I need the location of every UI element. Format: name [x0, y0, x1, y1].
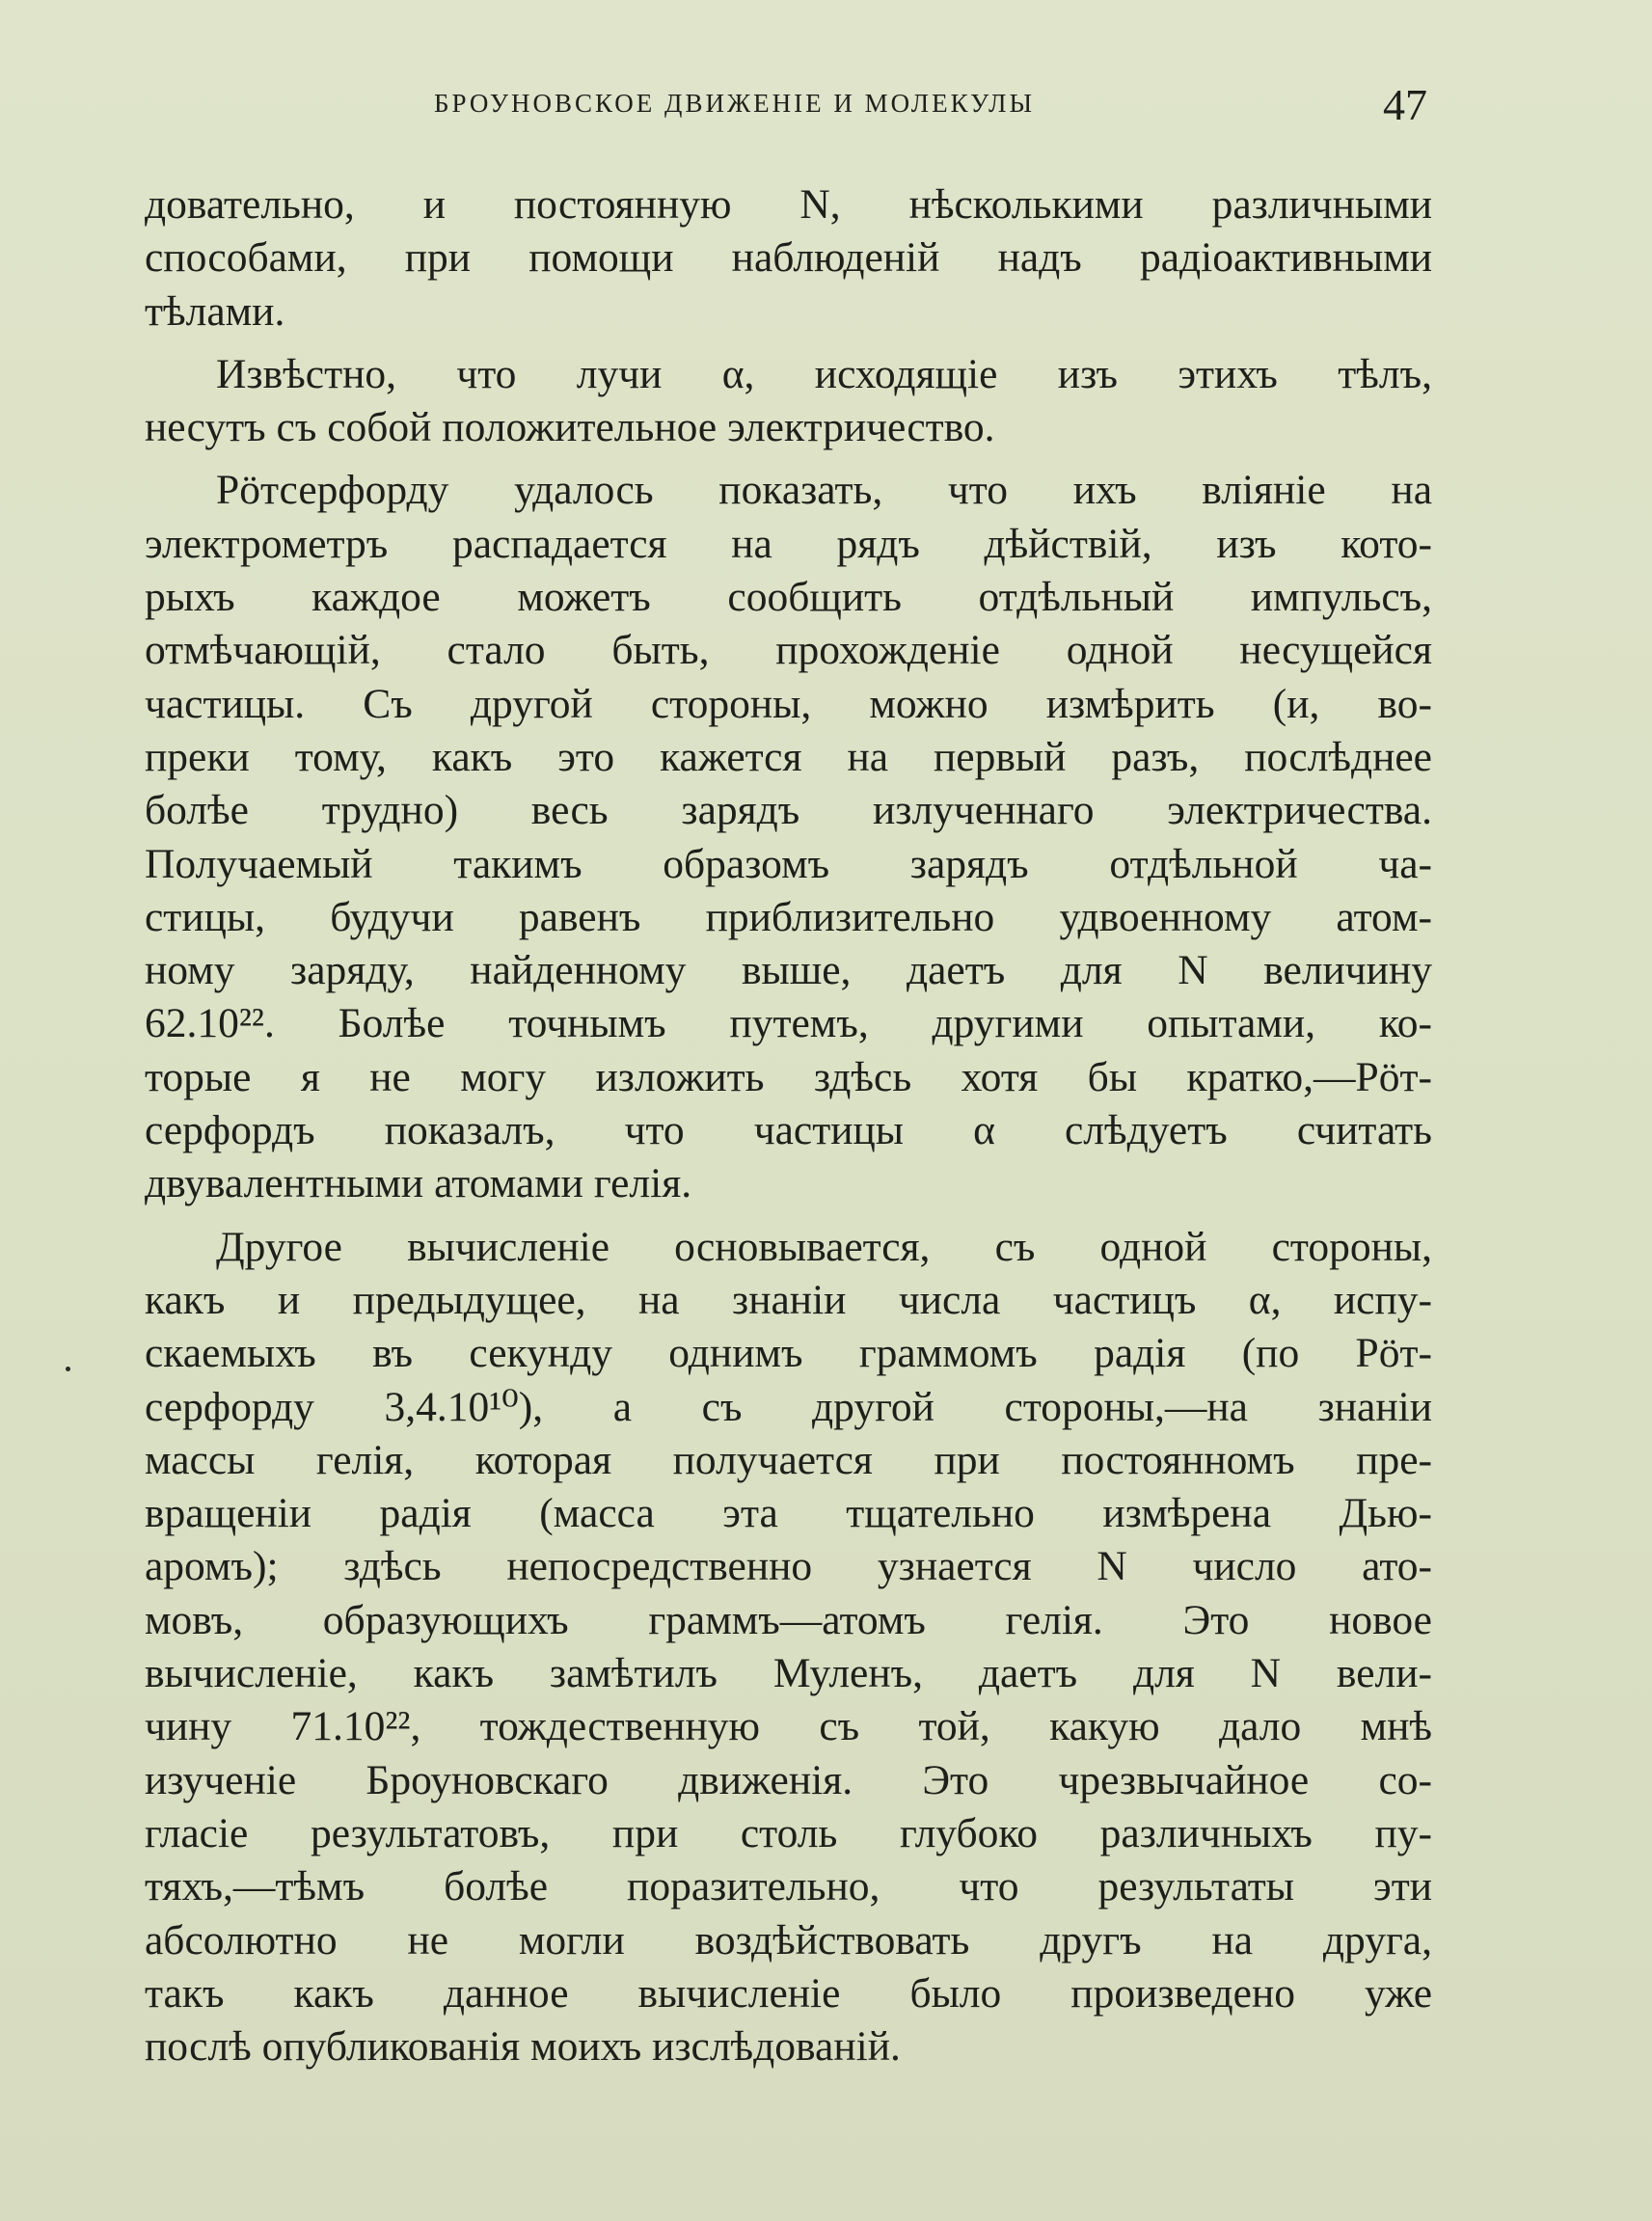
ink-speck — [66, 1367, 70, 1371]
text-line: несутъ съ собой положительное электричество. — [145, 404, 995, 451]
text-line: Другое вычисленіе основывается, съ одной стороны, — [216, 1223, 1432, 1270]
text-line: такъ какъ данное вычисленіе было произведено уже — [145, 1969, 1432, 2017]
text-line: частицы. Съ другой стороны, можно измѣрить (и, во- — [145, 680, 1432, 727]
text-line: послѣ опубликованія моихъ изслѣдованій. — [145, 2023, 901, 2071]
paragraph-4 — [145, 1221, 1432, 2074]
text-line: вращеніи радія (масса эта тщательно измѣрена Дью- — [145, 1490, 1432, 1537]
body-text — [145, 178, 1432, 2073]
text-line: отмѣчающій, стало быть, прохожденіе одной несущейся — [145, 627, 1432, 674]
text-line: вычисленіе, какъ замѣтилъ Муленъ, даетъ для N вели- — [145, 1650, 1432, 1697]
text-line: мовъ, образующихъ граммъ—атомъ гелія. Это новое — [145, 1596, 1432, 1643]
text-line: рыхъ каждое можетъ сообщить отдѣльный импульсъ, — [145, 574, 1432, 621]
text-line: Получаемый такимъ образомъ зарядъ отдѣльной ча- — [145, 840, 1432, 887]
text-line: Извѣстно, что лучи α, исходящіе изъ этихъ тѣлъ, — [216, 350, 1432, 397]
page-header — [145, 79, 1437, 137]
text-line: изученіе Броуновскаго движенія. Это чрезвычайное со- — [145, 1756, 1432, 1803]
paragraph-1 — [145, 178, 1432, 339]
text-line: довательно, и постоянную N, нѣсколькими различными — [145, 181, 1432, 228]
paragraph-3 — [145, 464, 1432, 1210]
text-line: чину 71.10²², тождественную съ той, какую дало мнѣ — [145, 1703, 1432, 1750]
text-line: скаемыхъ въ секунду однимъ граммомъ радія (по Рӧт- — [145, 1330, 1432, 1377]
text-line: преки тому, какъ это кажется на первый разъ, послѣднее — [145, 733, 1432, 780]
text-line: ному заряду, найденному выше, даетъ для N величину — [145, 947, 1432, 994]
text-line: торые я не могу изложить здѣсь хотя бы кратко,—Рӧт- — [145, 1053, 1432, 1100]
paragraph-2 — [145, 348, 1432, 455]
text-line: тѣлами. — [145, 287, 285, 335]
text-line: электрометръ распадается на рядъ дѣйствій, изъ кото- — [145, 520, 1432, 567]
text-line: гласіе результатовъ, при столь глубоко различныхъ пу- — [145, 1809, 1432, 1856]
text-line: двувалентными атомами гелія. — [145, 1160, 692, 1207]
text-line: серфорду 3,4.10¹⁰), а съ другой стороны,—на знаніи — [145, 1383, 1432, 1430]
text-line: способами, при помощи наблюденій надъ радіоактивными — [145, 234, 1432, 282]
text-line: какъ и предыдущее, на знаніи числа частицъ α, испу- — [145, 1276, 1432, 1323]
text-line: 62.10²². Болѣе точнымъ путемъ, другими опытами, ко- — [145, 1000, 1432, 1047]
text-line: серфордъ показалъ, что частицы α слѣдуетъ считать — [145, 1107, 1432, 1154]
page-number: 47 — [1383, 80, 1427, 129]
text-line: тяхъ,—тѣмъ болѣе поразительно, что результаты эти — [145, 1863, 1432, 1910]
text-line: Рӧтсерфорду удалось показать, что ихъ вліяніе на — [216, 467, 1432, 514]
text-line: абсолютно не могли воздѣйствовать другъ на друга, — [145, 1916, 1432, 1964]
running-title: БРОУНОВСКОЕ ДВИЖЕНІЕ И МОЛЕКУЛЫ — [434, 89, 1035, 118]
text-line: аромъ); здѣсь непосредственно узнается N число ато- — [145, 1543, 1432, 1590]
text-line: массы гелія, которая получается при постоянномъ пре- — [145, 1436, 1432, 1483]
text-line: болѣе трудно) весь зарядъ излученнаго электричества. — [145, 787, 1432, 834]
text-line: стицы, будучи равенъ приблизительно удвоенному атом- — [145, 893, 1432, 940]
